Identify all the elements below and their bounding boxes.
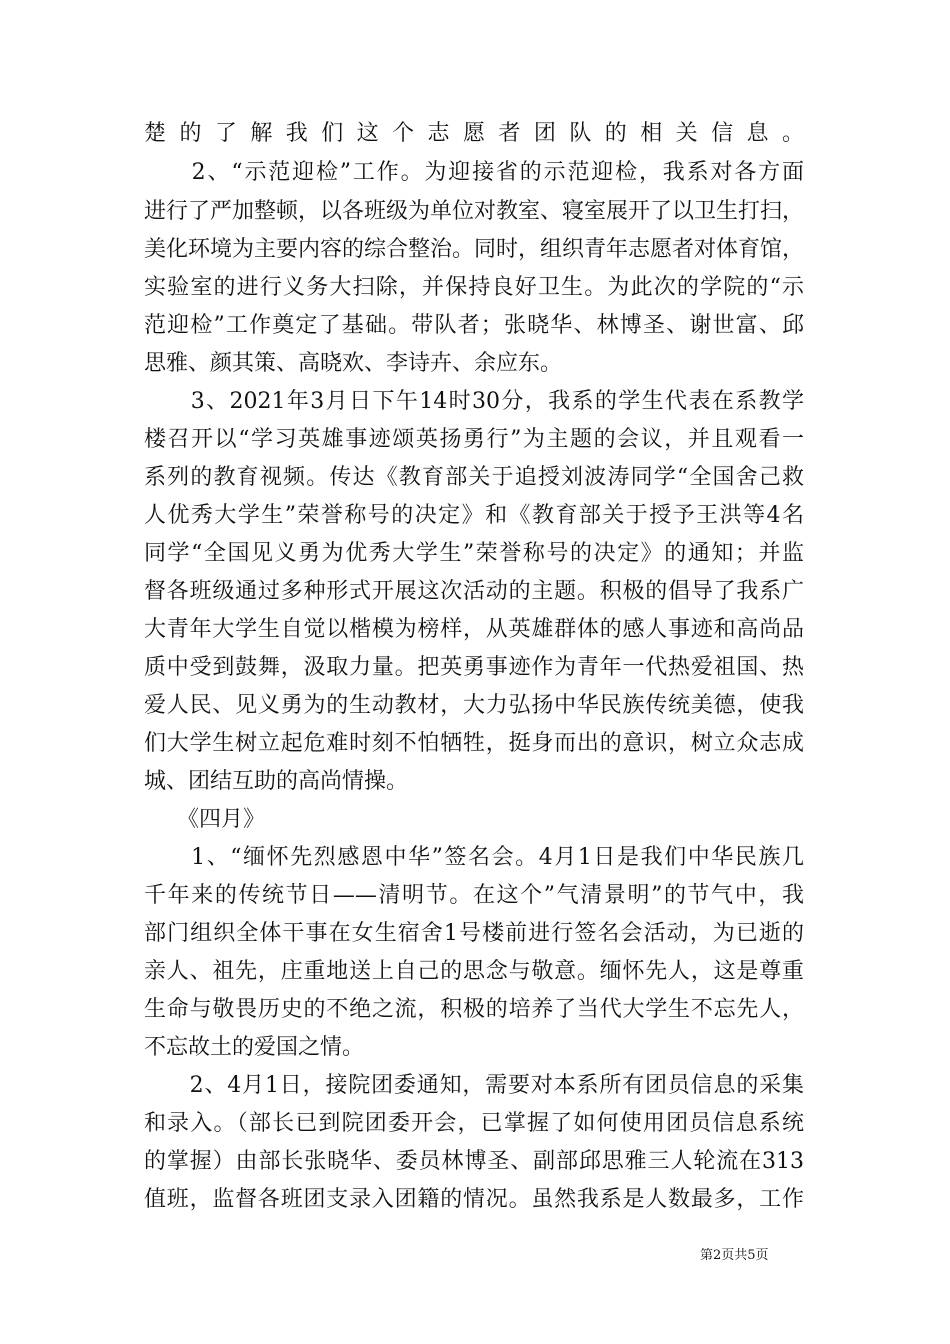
text-line: 系列的教育视频。传达《教育部关于追授刘波涛同学“全国舍己救 [144,465,804,490]
page-number: 第2页共5页 [700,1248,769,1263]
text-line: 不忘故土的爱国之情。 [144,1035,365,1060]
text-line: 2、4月1日，接院团委通知，需要对本系所有团员信息的采集 [144,1073,804,1098]
section-heading-april: 《四月》 [144,807,266,832]
text-line: 千年来的传统节日——清明节。在这个”气清景明”的节气中，我 [144,883,804,908]
text-line: 楼召开以“学习英雄事迹颂英扬勇行”为主题的会议，并且观看一 [144,427,804,452]
text-line: 2、“示范迎检”工作。为迎接省的示范迎检，我系对各方面 [144,160,804,185]
text-line: 范迎检”工作奠定了基础。带队者；张晓华、林博圣、谢世富、邱 [144,313,804,338]
text-line: 和录入。（部长已到院团委开会，已掌握了如何使用团员信息系统 [144,1111,804,1136]
text-line: 的掌握）由部长张晓华、委员林博圣、副部邱思雅三人轮流在313 [144,1149,804,1174]
text-line: 实验室的进行义务大扫除，并保持良好卫生。为此次的学院的“示 [144,275,804,300]
text-line: 生命与敬畏历史的不绝之流，积极的培养了当代大学生不忘先人， [144,997,804,1022]
text-line: 美化环境为主要内容的综合整治。同时，组织青年志愿者对体育馆， [144,237,804,262]
text-line: 3、2021年3月日下午14时30分，我系的学生代表在系教学 [144,389,804,414]
text-line: 1、“缅怀先烈感恩中华”签名会。4月1日是我们中华民族几 [144,845,804,870]
text-line: 部门组织全体干事在女生宿舍1号楼前进行签名会活动，为已逝的 [144,921,804,946]
text-line: 进行了严加整顿，以各班级为单位对教室、寝室展开了以卫生打扫， [144,199,804,224]
text-line: 们大学生树立起危难时刻不怕牺牲，挺身而出的意识，树立众志成 [144,731,804,756]
text-line: 亲人、祖先，庄重地送上自己的思念与敬意。缅怀先人，这是尊重 [144,959,804,984]
text-line: 质中受到鼓舞，汲取力量。把英勇事迹作为青年一代热爱祖国、热 [144,655,804,680]
text-line: 城、团结互助的高尚情操。 [144,769,409,794]
text-line: 值班，监督各班团支录入团籍的情况。虽然我系是人数最多，工作 [144,1187,804,1212]
text-line: 大青年大学生自觉以楷模为榜样，从英雄群体的感人事迹和高尚品 [144,617,804,642]
text-line: 思雅、颜其策、高晓欢、李诗卉、余应东。 [144,351,563,376]
text-line: 楚的了解我们这个志愿者团队的相关信息。 [144,121,804,146]
text-line: 人优秀大学生”荣誉称号的决定》和《教育部关于授予王洪等4名 [144,503,804,528]
text-line: 爱人民、见义勇为的生动教材，大力弘扬中华民族传统美德，使我 [144,693,804,718]
text-line: 同学“全国见义勇为优秀大学生”荣誉称号的决定》的通知；并监 [144,541,804,566]
text-line: 督各班级通过多种形式开展这次活动的主题。积极的倡导了我系广 [144,579,804,604]
